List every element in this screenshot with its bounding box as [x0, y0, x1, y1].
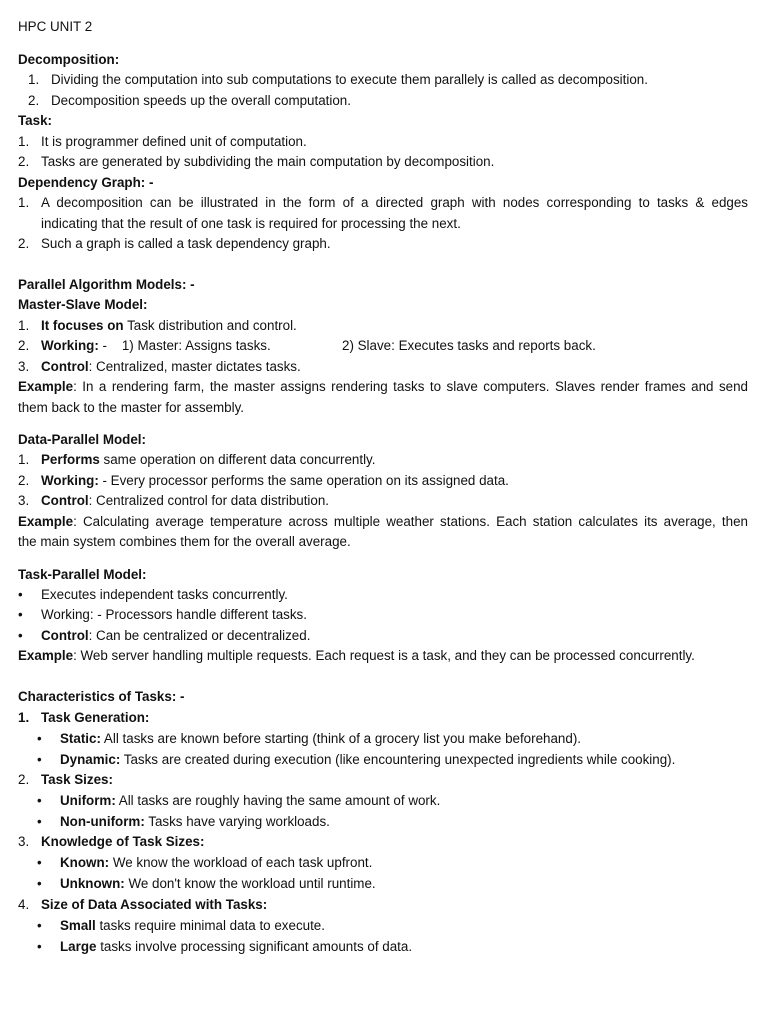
example-text: Example: In a rendering farm, the master assigns rendering tasks to slave computers. Slaves render frames and send [18, 379, 748, 394]
list-item: A decomposition can be illustrated in the form of a directed graph with nodes corresponding to tasks & edges [41, 195, 748, 210]
list-item: Such a graph is called a task dependency graph. [41, 236, 331, 251]
subsection-title: Size of Data Associated with Tasks: [41, 897, 268, 912]
list-number: 2. [18, 236, 30, 251]
example-text: Example: Web server handling multiple requests. Each request is a task, and they can be processed concurrently. [18, 648, 695, 663]
bullet-icon: • [37, 731, 42, 746]
task-heading: Task: [18, 113, 52, 128]
list-number: 3. [18, 493, 30, 508]
decomposition-heading: Decomposition: [18, 52, 120, 67]
list-number: 1. [18, 452, 30, 467]
list-number: 2. [18, 154, 30, 169]
list-number: 1. [28, 72, 40, 87]
list-item-slave: 2) Slave: Executes tasks and reports back. [342, 338, 596, 353]
bullet-icon: • [18, 628, 23, 643]
dependency-heading: Dependency Graph: - [18, 175, 154, 190]
list-item: Working: - 1) Master: Assigns tasks. [41, 338, 271, 353]
subsection-title: Task Generation: [41, 710, 150, 725]
list-item: Static: All tasks are known before starting (think of a grocery list you make beforehand). [60, 731, 582, 746]
doc-title: HPC UNIT 2 [18, 19, 93, 34]
master-slave-heading: Master-Slave Model: [18, 297, 148, 312]
list-number: 3. [18, 834, 30, 849]
list-item: Performs same operation on different data concurrently. [41, 452, 376, 467]
list-item: Large tasks involve processing significant amounts of data. [60, 939, 413, 954]
bullet-icon: • [37, 752, 42, 767]
list-item: Dividing the computation into sub computations to execute them parallely is called as decomposition. [51, 72, 648, 87]
bullet-icon: • [18, 587, 23, 602]
list-item: Non-uniform: Tasks have varying workloads. [60, 814, 330, 829]
list-item: Executes independent tasks concurrently. [41, 587, 288, 602]
list-item: Control: Centralized, master dictates tasks. [41, 359, 301, 374]
bullet-icon: • [37, 814, 42, 829]
bullet-icon: • [37, 876, 42, 891]
bullet-icon: • [37, 793, 42, 808]
pam-heading: Parallel Algorithm Models: - [18, 277, 195, 292]
list-item: Uniform: All tasks are roughly having the same amount of work. [60, 793, 441, 808]
list-number: 3. [18, 359, 30, 374]
bullet-icon: • [37, 918, 42, 933]
list-number: 1. [18, 710, 30, 725]
list-item: Tasks are generated by subdividing the main computation by decomposition. [41, 154, 495, 169]
example-continuation: the main system combines them for the overall average. [18, 534, 351, 549]
bullet-icon: • [18, 607, 23, 622]
list-number: 2. [18, 338, 30, 353]
subsection-title: Knowledge of Task Sizes: [41, 834, 205, 849]
characteristics-heading: Characteristics of Tasks: - [18, 689, 185, 704]
list-item: It is programmer defined unit of computation. [41, 134, 307, 149]
list-item: Small tasks require minimal data to execute. [60, 918, 325, 933]
task-parallel-heading: Task-Parallel Model: [18, 567, 147, 582]
list-item: Dynamic: Tasks are created during execution (like encountering unexpected ingredients while cooking). [60, 752, 676, 767]
list-item: Working: - Processors handle different tasks. [41, 607, 307, 622]
example-continuation: them back to the master for assembly. [18, 400, 244, 415]
subsection-title: Task Sizes: [41, 772, 113, 787]
list-item: Known: We know the workload of each task upfront. [60, 855, 373, 870]
list-item: Working: - Every processor performs the same operation on its assigned data. [41, 473, 509, 488]
bullet-icon: • [37, 939, 42, 954]
list-number: 2. [18, 473, 30, 488]
data-parallel-heading: Data-Parallel Model: [18, 432, 146, 447]
example-text: Example: Calculating average temperature across multiple weather stations. Each station calculates its average, then [18, 514, 748, 529]
bullet-icon: • [37, 855, 42, 870]
list-item-continuation: indicating that the result of one task is required for processing the next. [41, 216, 461, 231]
list-number: 1. [18, 318, 30, 333]
list-item: Control: Can be centralized or decentralized. [41, 628, 311, 643]
list-item: Control: Centralized control for data distribution. [41, 493, 330, 508]
list-number: 2. [18, 772, 30, 787]
list-item: Unknown: We don't know the workload until runtime. [60, 876, 376, 891]
list-item: It focuses on Task distribution and control. [41, 318, 297, 333]
list-number: 1. [18, 195, 30, 210]
list-number: 1. [18, 134, 30, 149]
list-item: Decomposition speeds up the overall computation. [51, 93, 351, 108]
list-number: 2. [28, 93, 40, 108]
list-number: 4. [18, 897, 30, 912]
